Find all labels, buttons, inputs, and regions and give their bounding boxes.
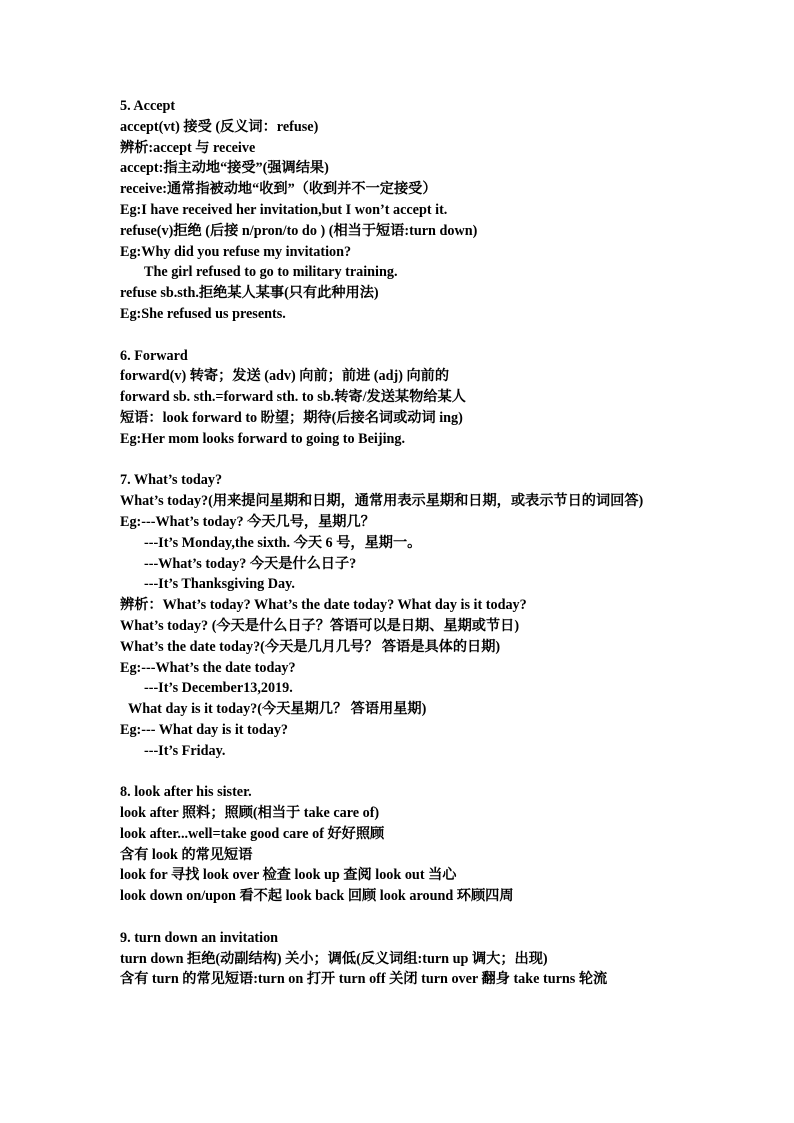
text-line: forward(v) 转寄；发送 (adv) 向前；前进 (adj) 向前的 bbox=[120, 368, 450, 385]
text-line: 含有 look 的常见短语 bbox=[120, 846, 253, 863]
text-line: ---It’s Friday. bbox=[144, 742, 226, 759]
text-line: turn down 拒绝(动副结构) 关小；调低(反义词组:turn up 调大；出现) bbox=[120, 950, 548, 967]
text-line: look down on/upon 看不起 look back 回顾 look around 环顾四周 bbox=[120, 888, 514, 905]
text-line: 辨析:accept 与 receive bbox=[120, 139, 256, 156]
text-line: accept(vt) 接受 (反义词：refuse) bbox=[120, 118, 319, 135]
text-line: ---It’s Thanksgiving Day. bbox=[144, 576, 295, 593]
text-line: 含有 turn 的常见短语:turn on 打开 turn off 关闭 turn over 翻身 take turns 轮流 bbox=[120, 971, 608, 988]
text-line: What’s today?(用来提问星期和日期，通常用表示星期和日期，或表示节日的词回答) bbox=[120, 493, 644, 510]
section-accept bbox=[120, 96, 680, 325]
text-line: Eg:---What’s today? 今天几号，星期几？ bbox=[120, 513, 375, 530]
text-line: ---It’s December13,2019. bbox=[144, 680, 293, 697]
section-forward bbox=[120, 346, 680, 450]
text-line: What’s the date today?(今天是几月几号？ 答语是具体的日期) bbox=[120, 638, 501, 655]
text-line: Eg:I have received her invitation,but I won’t accept it. bbox=[120, 201, 448, 218]
text-line: Eg:Her mom looks forward to going to Beijing. bbox=[120, 430, 406, 447]
section-heading: 8. look after his sister. bbox=[120, 784, 252, 801]
text-line: forward sb. sth.=forward sth. to sb.转寄/发送某物给某人 bbox=[120, 389, 466, 406]
text-line: Eg:---What’s the date today? bbox=[120, 659, 296, 676]
text-line: receive:通常指被动地“收到”（收到并不一定接受） bbox=[120, 181, 437, 198]
text-line: 辨析：What’s today? What’s the date today? What day is it today? bbox=[120, 597, 527, 614]
document-body bbox=[120, 96, 680, 990]
section-look-after bbox=[120, 782, 680, 907]
text-line: refuse(v)拒绝 (后接 n/pron/to do ) (相当于短语:turn down) bbox=[120, 222, 478, 239]
section-turn-down bbox=[120, 928, 680, 990]
text-line: look for 寻找 look over 检查 look up 查阅 look out 当心 bbox=[120, 867, 457, 884]
section-whats-today bbox=[120, 470, 680, 761]
text-line: Eg:She refused us presents. bbox=[120, 305, 286, 322]
text-line: What’s today? (今天是什么日子？答语可以是日期、星期或节日) bbox=[120, 617, 520, 634]
text-line: ---What’s today? 今天是什么日子? bbox=[144, 555, 357, 572]
text-line: ---It’s Monday,the sixth. 今天 6 号，星期一。 bbox=[144, 534, 422, 551]
text-line: What day is it today?(今天星期几？ 答语用星期) bbox=[128, 701, 427, 718]
text-line: 短语：look forward to 盼望；期待(后接名词或动词 ing) bbox=[120, 409, 463, 426]
text-line: Eg:--- What day is it today? bbox=[120, 721, 289, 738]
text-line: refuse sb.sth.拒绝某人某事(只有此种用法) bbox=[120, 285, 379, 302]
section-heading: 5. Accept bbox=[120, 98, 176, 114]
section-heading: 7. What’s today? bbox=[120, 472, 223, 489]
text-line: look after 照料；照顾(相当于 take care of) bbox=[120, 805, 380, 822]
section-heading: 9. turn down an invitation bbox=[120, 929, 279, 946]
text-line: accept:指主动地“接受”(强调结果) bbox=[120, 160, 329, 177]
text-line: look after...well=take good care of 好好照顾 bbox=[120, 825, 385, 842]
text-line: Eg:Why did you refuse my invitation? bbox=[120, 243, 352, 260]
text-line: The girl refused to go to military training. bbox=[144, 264, 398, 281]
section-heading: 6. Forward bbox=[120, 347, 188, 364]
